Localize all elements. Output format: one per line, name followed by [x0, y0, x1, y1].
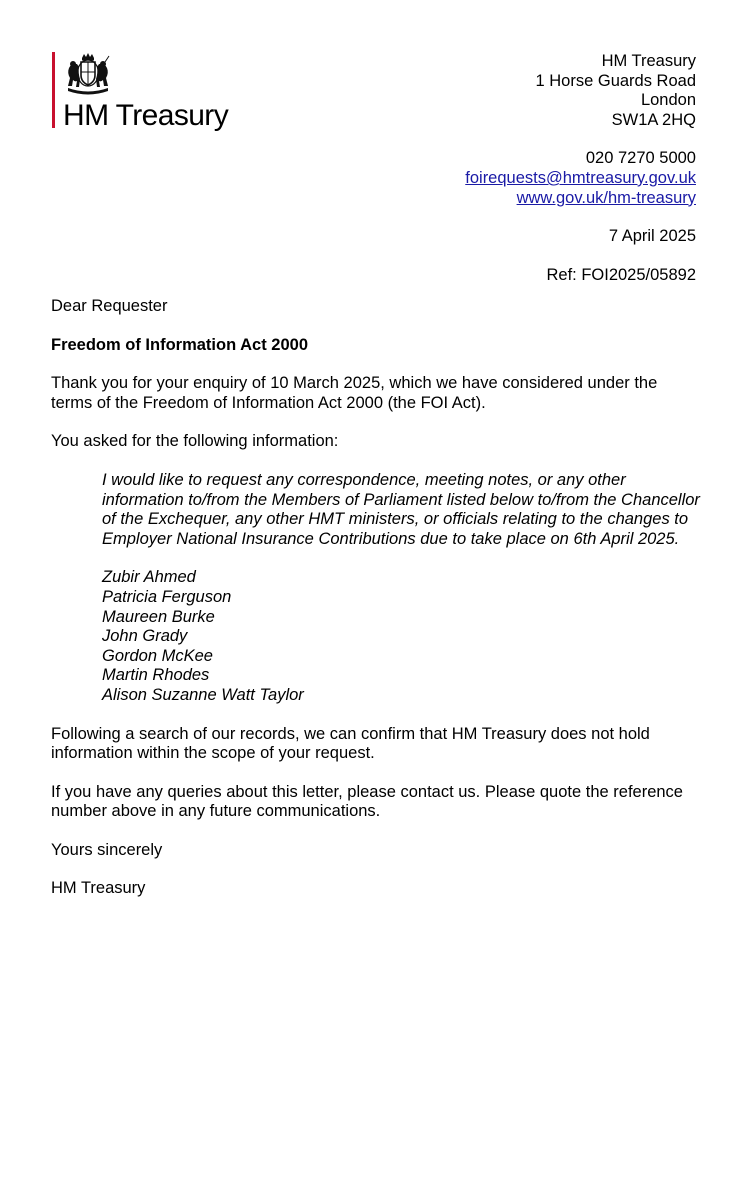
- signature: HM Treasury: [51, 879, 146, 898]
- royal-crest-icon: [63, 51, 113, 97]
- sender-address-block: [465, 52, 696, 285]
- website-link[interactable]: www.gov.uk/hm-treasury: [516, 188, 696, 207]
- logo-wordmark: HM Treasury: [63, 99, 229, 132]
- queries-paragraph: If you have any queries about this letter, please contact us. Please quote the reference number above in any future communications.: [51, 782, 683, 821]
- letter-date: 7 April 2025: [608, 227, 696, 246]
- request-quote: I would like to request any correspondence, meeting notes, or any other information to/from the Members of Parliament listed below to/from the Chancellor of the Exchequer, any other HMT ministers, or officials relating to the changes to Employer National Insurance Contributions due to take place on 6th April 2025.: [102, 470, 700, 548]
- address-org: HM Treasury: [601, 52, 696, 70]
- phone-number: 020 7270 5000: [585, 149, 696, 168]
- intro-paragraph: Thank you for your enquiry of 10 March 2025, which we have considered under the terms of the Freedom of Information Act 2000 (the FOI Act).: [51, 374, 658, 412]
- address-city: London: [640, 91, 696, 110]
- address-street: 1 Horse Guards Road: [535, 71, 696, 90]
- list-item: Zubir Ahmed: [102, 568, 196, 587]
- list-item: Martin Rhodes: [102, 666, 210, 685]
- asked-paragraph: You asked for the following information:: [51, 432, 339, 451]
- result-paragraph: Following a search of our records, we can confirm that HM Treasury does not hold information within the scope of your request.: [51, 724, 650, 763]
- list-item: Maureen Burke: [102, 607, 215, 626]
- salutation: Dear Requester: [51, 297, 168, 315]
- list-item: John Grady: [102, 627, 188, 646]
- list-item: Alison Suzanne Watt Taylor: [102, 685, 304, 704]
- list-item: Patricia Ferguson: [102, 587, 232, 606]
- reference-number: Ref: FOI2025/05892: [546, 265, 696, 284]
- address-postcode: SW1A 2HQ: [611, 110, 696, 129]
- closing: Yours sincerely: [51, 840, 163, 859]
- mp-names-list: [102, 568, 701, 705]
- logo-red-rule: [52, 52, 55, 128]
- letter-heading: Freedom of Information Act 2000: [51, 335, 309, 354]
- list-item: Gordon McKee: [102, 646, 213, 665]
- email-link[interactable]: foirequests@hmtreasury.gov.uk: [465, 168, 696, 187]
- letter-body: [51, 297, 701, 918]
